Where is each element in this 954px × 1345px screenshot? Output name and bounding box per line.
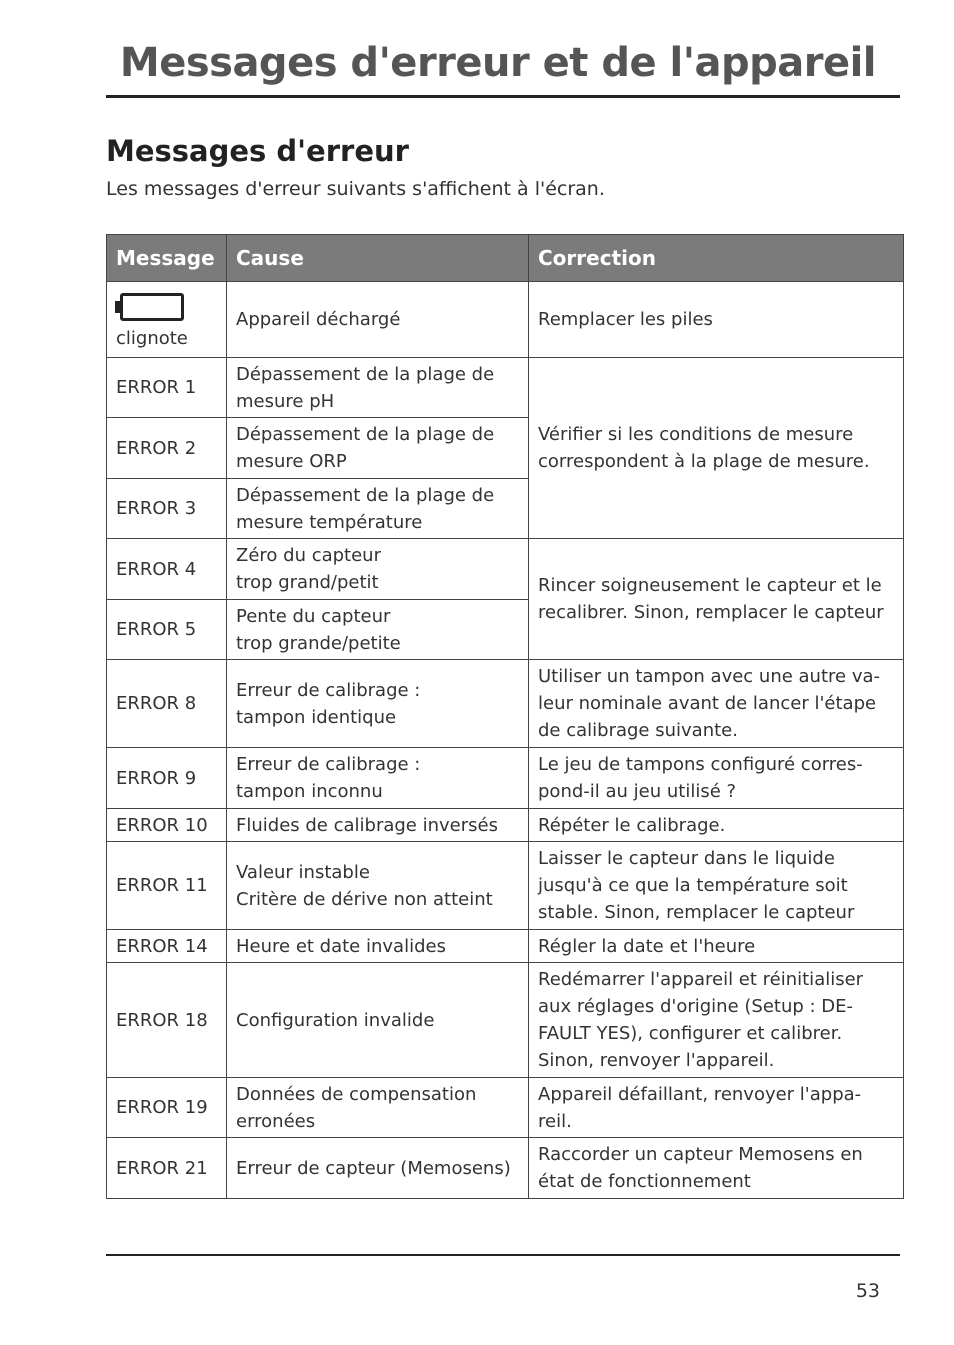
line: FAULT YES), configurer et calibrer. (538, 1023, 843, 1044)
correction-cell: Répéter le calibrage. (529, 809, 904, 842)
message-cell: ERROR 4 (107, 539, 227, 600)
table-row-error-11 (107, 842, 904, 930)
footer-divider (106, 1254, 900, 1256)
correction-cell: Régler la date et l'heure (529, 930, 904, 963)
battery-empty-icon (120, 293, 184, 321)
title-divider (106, 95, 900, 98)
line: leur nominale avant de lancer l'étape (538, 693, 877, 714)
line: Critère de dérive non atteint (236, 888, 493, 910)
page-number: 53 (855, 1280, 880, 1302)
correction-cell (529, 539, 904, 660)
cause-cell: Configuration invalide (227, 963, 529, 1078)
message-cell: ERROR 9 (107, 748, 227, 809)
table-row-error-14 (107, 930, 904, 963)
line: Zéro du capteur (236, 545, 381, 566)
line: mesure température (236, 511, 423, 533)
intro-text: Les messages d'erreur suivants s'affichent à l'écran. (106, 178, 605, 200)
section-heading: Messages d'erreur (106, 134, 409, 168)
cause-cell (227, 748, 529, 809)
line: Données de compensation (236, 1083, 477, 1105)
correction-cell (529, 963, 904, 1078)
table-row-error-19 (107, 1078, 904, 1138)
line: aux réglages d'origine (Setup : DE- (538, 996, 854, 1017)
cause-cell: Heure et date invalides (227, 930, 529, 963)
line: tampon inconnu (236, 781, 383, 802)
message-cell: ERROR 3 (107, 479, 227, 539)
cause-cell (227, 1078, 529, 1138)
message-cell: ERROR 8 (107, 660, 227, 748)
correction-cell (529, 842, 904, 930)
cause-cell (227, 842, 529, 930)
line: de calibrage suivante. (538, 720, 738, 741)
correction-cell (529, 1078, 904, 1138)
table-row-error-18 (107, 963, 904, 1078)
line: Raccorder un capteur Memosens en (538, 1144, 863, 1165)
table-row-error-8 (107, 660, 904, 748)
line: trop grande/petite (236, 632, 401, 654)
line: Laisser le capteur dans le liquide (538, 848, 835, 869)
table-row-error-1 (107, 358, 904, 418)
table-row-error-21 (107, 1138, 904, 1199)
message-cell: ERROR 19 (107, 1078, 227, 1138)
line: recalibrer. Sinon, remplacer le capteur (538, 602, 884, 623)
line: Erreur de calibrage : (236, 679, 421, 701)
cause-cell (227, 358, 529, 418)
message-cell: ERROR 5 (107, 600, 227, 660)
cause-cell (227, 479, 529, 539)
line: Sinon, renvoyer l'appareil. (538, 1050, 775, 1071)
line: Dépassement de la plage de (236, 424, 495, 445)
line: Redémarrer l'appareil et réinitialiser (538, 969, 864, 990)
line: erronées (236, 1110, 316, 1132)
message-cell: ERROR 11 (107, 842, 227, 930)
cause-cell (227, 418, 529, 479)
line: Rincer soigneusement le capteur et le (538, 575, 882, 596)
line: Appareil défaillant, renvoyer l'appa- (538, 1083, 862, 1105)
line: Dépassement de la plage de (236, 363, 495, 385)
page-title: Messages d'erreur et de l'appareil (119, 40, 876, 86)
message-cell: ERROR 21 (107, 1138, 227, 1199)
header-cause: Cause (227, 235, 529, 282)
message-cell: ERROR 2 (107, 418, 227, 479)
correction-cell (529, 748, 904, 809)
line: Erreur de calibrage : (236, 754, 421, 775)
cause-cell: Erreur de capteur (Memosens) (227, 1138, 529, 1199)
line: stable. Sinon, remplacer le capteur (538, 902, 855, 923)
line: Dépassement de la plage de (236, 484, 495, 506)
line: Le jeu de tampons configuré corres- (538, 754, 863, 775)
table-row-error-9 (107, 748, 904, 809)
cause-cell: Appareil déchargé (227, 282, 529, 358)
line: mesure ORP (236, 451, 347, 472)
cause-cell: Fluides de calibrage inversés (227, 809, 529, 842)
line: mesure pH (236, 390, 335, 412)
header-correction: Correction (529, 235, 904, 282)
correction-cell (529, 1138, 904, 1199)
line: Utiliser un tampon avec une autre va- (538, 666, 880, 687)
cause-cell (227, 600, 529, 660)
correction-cell: Remplacer les piles (529, 282, 904, 358)
correction-cell (529, 660, 904, 748)
line: Valeur instable (236, 861, 370, 883)
table-row-error-10 (107, 809, 904, 842)
header-message: Message (107, 235, 227, 282)
line: Vérifier si les conditions de mesure (538, 424, 854, 445)
message-cell: ERROR 18 (107, 963, 227, 1078)
line: pond-il au jeu utilisé ? (538, 781, 737, 802)
line: tampon identique (236, 706, 397, 728)
line: correspondent à la plage de mesure. (538, 451, 870, 472)
line: reil. (538, 1110, 572, 1132)
error-messages-table (106, 234, 904, 1199)
blink-label: clignote (116, 328, 188, 349)
line: trop grand/petit (236, 572, 379, 593)
table-row-error-4 (107, 539, 904, 600)
line: Pente du capteur (236, 605, 391, 627)
table-row-battery (107, 282, 904, 358)
message-cell: ERROR 10 (107, 809, 227, 842)
line: état de fonctionnement (538, 1171, 751, 1192)
message-cell: ERROR 1 (107, 358, 227, 418)
message-cell (107, 282, 227, 358)
cause-cell (227, 539, 529, 600)
cause-cell (227, 660, 529, 748)
message-cell: ERROR 14 (107, 930, 227, 963)
correction-cell (529, 358, 904, 539)
table-header-row (107, 235, 904, 282)
line: jusqu'à ce que la température soit (538, 875, 848, 896)
